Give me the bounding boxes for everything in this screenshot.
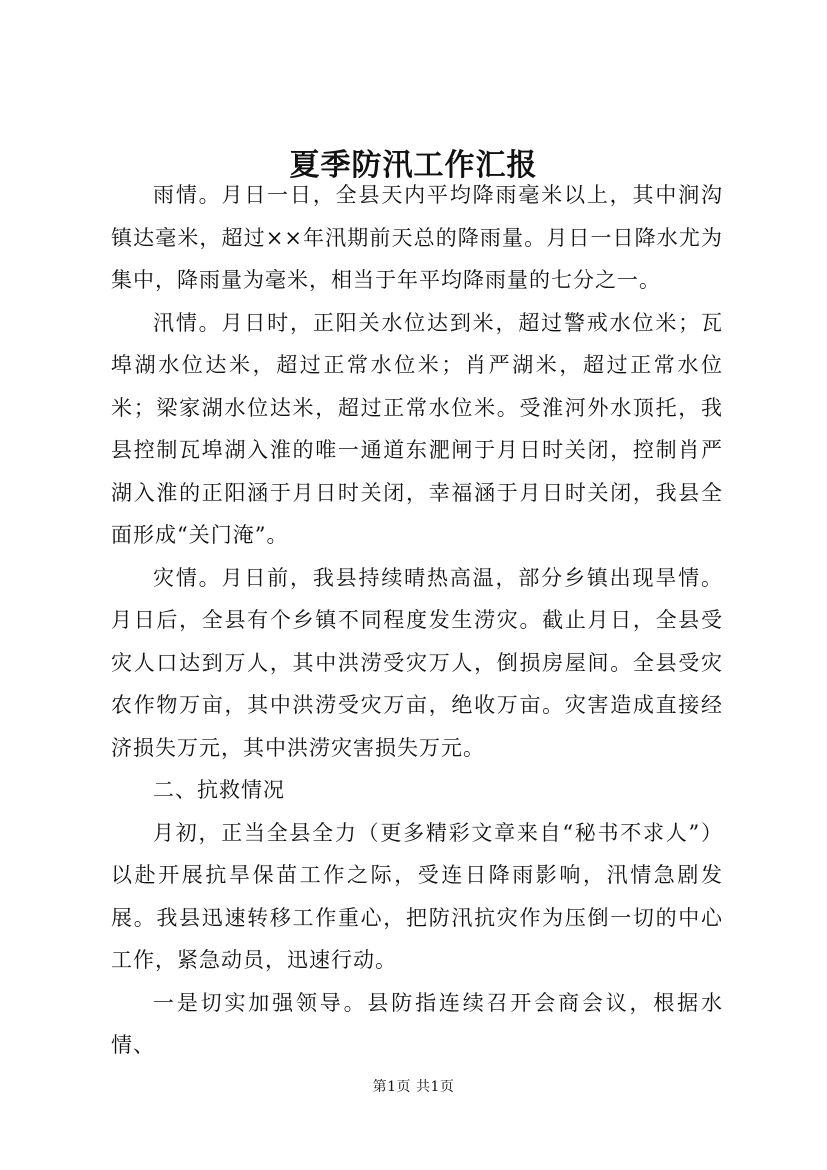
paragraph-flood: 汛情。月日时，正阳关水位达到米，超过警戒水位米；瓦埠湖水位达米，超过正常水位米；肖严湖米，超过正常水位米；梁家湖水位达米，超过正常水位米。受淮河外水顶托，我县控制瓦埠湖入淮的唯一通道东淝闸于月日时关闭，控制肖严湖入淮的正阳涵于月日时关闭，幸福涵于月日时关闭，我县全面形成“关门淹”。	[111, 310, 723, 547]
page-footer: 第1页 共1页	[372, 1079, 455, 1095]
section-heading: 二、抗救情况	[153, 778, 285, 802]
paragraph-response: 月初，正当全县全力（更多精彩文章来自“秘书不求人”）以赴开展抗旱保苗工作之际，受连日降雨影响，汛情急剧发展。我县迅速转移工作重心，把防汛抗灾作为压倒一切的中心工作，紧急动员，迅速行动。	[111, 820, 723, 972]
paragraph-rain: 雨情。月日一日，全县天内平均降雨毫米以上，其中涧沟镇达毫米，超过××年汛期前天总的降雨量。月日一日降水尤为集中，降雨量为毫米，相当于年平均降雨量的七分之一。	[111, 183, 723, 292]
paragraph-leadership: 一是切实加强领导。县防指连续召开会商会议，根据水情、	[111, 990, 723, 1057]
page-title: 夏季防汛工作汇报	[289, 148, 538, 183]
paragraph-disaster: 灾情。月日前，我县持续晴热高温，部分乡镇出现旱情。月日后，全县有个乡镇不同程度发生涝灾。截止月日，全县受灾人口达到万人，其中洪涝受灾万人，倒损房屋间。全县受灾农作物万亩，其中洪涝受灾万亩，绝收万亩。灾害造成直接经济损失万元，其中洪涝灾害损失万元。	[111, 565, 723, 760]
document-body	[111, 174, 723, 1067]
